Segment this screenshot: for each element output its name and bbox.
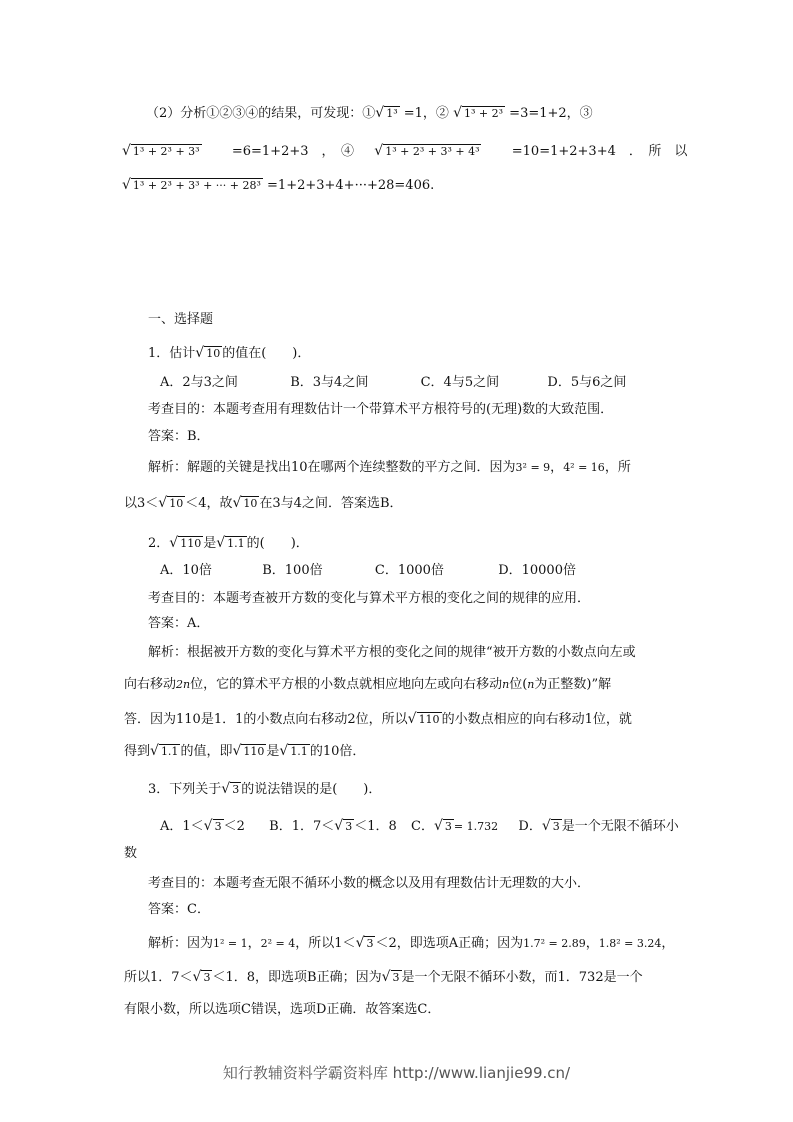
question-2-options — [160, 562, 576, 580]
sqrt-expr: √ 1³ + 2³ + 3³ + 4³ — [374, 143, 480, 159]
text: ＜2，即选项A正确；因为 — [375, 936, 524, 951]
option-c: C．1000倍 — [374, 563, 444, 578]
sqrt-expr: √ 1³ — [375, 105, 398, 121]
sqrt-expr: √ 10 — [158, 495, 184, 511]
option-c: C． — [411, 819, 434, 834]
text: 是 — [266, 744, 280, 759]
text: 3．下列关于 — [148, 782, 222, 797]
math-expr: 3² = 9 — [515, 461, 551, 474]
math-expr: 4² = 16 — [563, 461, 605, 474]
question-2-explanation-3 — [124, 710, 632, 729]
analysis-text: （2）分析①②③④的结果，可发现：① — [146, 106, 376, 121]
analysis-line-2 — [122, 142, 687, 161]
analysis-text: =1+2+3+4+···+28=406. — [267, 178, 435, 193]
option-a: A．1＜ — [160, 819, 204, 834]
text: ＜1．8，即选项B正确；因为 — [212, 970, 382, 985]
text: ＜1．8 — [354, 819, 397, 834]
math-expr: = 1.732 — [453, 820, 499, 833]
option-b: B．3与4之间 — [290, 375, 369, 390]
question-2-stem — [148, 534, 309, 553]
text: 是 — [203, 536, 217, 551]
text: 是一个无限不循环小数，而1．732是一个 — [401, 970, 643, 985]
text: 的10倍． — [309, 744, 366, 759]
text: ，所 — [604, 460, 631, 475]
sqrt-expr: √ 110 — [169, 535, 202, 551]
question-3-stem — [148, 780, 381, 799]
sqrt-expr: √ 3 — [355, 935, 374, 951]
text: 的小数点相应的向右移动1位，就 — [441, 712, 632, 727]
option-a: A．2与3之间 — [160, 375, 238, 390]
question-1-stem — [148, 344, 310, 363]
text: 的( )． — [246, 536, 309, 551]
analysis-text: =10=1+2+3+4 ． 所 以 — [511, 144, 688, 159]
analysis-line-3 — [122, 176, 434, 195]
sqrt-expr: √ 1³ + 2³ — [453, 105, 504, 121]
sqrt-expr: √ 3 — [203, 818, 222, 834]
text: 位( — [509, 677, 528, 692]
text: ，所以1＜ — [295, 936, 356, 951]
text: 以3＜ — [124, 496, 159, 511]
sqrt-expr: √ 1.1 — [150, 743, 179, 759]
question-1-options — [160, 374, 626, 392]
math-expr: 1.7² = 2.89 — [523, 937, 586, 950]
analysis-text: =6=1+2+3 ， ④ — [231, 144, 355, 159]
math-expr: 1² = 1 — [213, 937, 248, 950]
text: 解析：解题的关键是找出10在哪两个连续整数的平方之间．因为 — [148, 460, 516, 475]
text: 1．估计 — [148, 346, 196, 361]
option-b: B．100倍 — [262, 563, 323, 578]
sqrt-expr: √ 10 — [195, 345, 221, 361]
footer-watermark: 知行教辅资料学霸资料库 http://www.lianjie99.cn/ — [222, 1064, 571, 1082]
sqrt-expr: √ 1.1 — [216, 535, 245, 551]
sqrt-expr: √ 3 — [221, 781, 240, 797]
question-1-explanation-1 — [148, 459, 631, 477]
sqrt-expr: √ 110 — [232, 743, 265, 759]
math-expr: 1.8² = 3.24 — [598, 937, 662, 950]
sqrt-expr: √ 10 — [232, 495, 258, 511]
analysis-text: =1，② — [403, 106, 449, 121]
math-expr: n — [527, 678, 535, 691]
text: 在3与4之间．答案选B． — [259, 496, 403, 511]
text: ＜2 — [223, 819, 245, 834]
math-expr: 2n — [176, 678, 191, 691]
question-3-options-cont: 数 — [124, 846, 138, 861]
question-3-explanation-1: 解析：因为1² = 1，2² = 4，所以1＜√ 3 ＜2，即选项A正确；因为1.7² = 2.89，1.8² = 3.24， — [148, 935, 675, 951]
text: 是一个无限不循环小 — [561, 819, 679, 834]
text: ， — [550, 460, 564, 475]
text: 的说法错误的是( )． — [241, 782, 382, 797]
option-d: D．5与6之间 — [547, 375, 627, 390]
text: 解析：因为 — [148, 936, 214, 951]
math-expr: n — [502, 678, 510, 691]
text: 得到 — [124, 744, 151, 759]
option-c: C．4与5之间 — [420, 375, 500, 390]
sqrt-expr: √ 3 — [541, 818, 560, 834]
sqrt-expr: √ 3 — [334, 818, 353, 834]
sqrt-expr: √ 1.1 — [279, 743, 308, 759]
sqrt-expr: √ 3 — [192, 969, 211, 985]
question-2-explanation-1: 解析：根据被开方数的变化与算术平方根的变化之间的规律“被开方数的小数点向左或 — [148, 645, 636, 660]
sqrt-expr: √ 3 — [381, 969, 400, 985]
sqrt-expr: √ 110 — [407, 711, 440, 727]
option-d: D．10000倍 — [498, 563, 576, 578]
text: 为正整数)”解 — [534, 677, 612, 692]
text: ＜4，故 — [185, 496, 233, 511]
sqrt-expr: √ 3 — [433, 818, 452, 834]
question-2-explanation-2 — [124, 676, 611, 694]
text: 向右移动 — [124, 677, 177, 692]
math-expr: 2² = 4 — [260, 937, 296, 950]
question-2-purpose: 考查目的：本题考查被开方数的变化与算术平方根的变化之间的规律的应用． — [148, 591, 591, 606]
text: 答．因为110是1．1的小数点向右移动2位，所以 — [124, 712, 408, 727]
option-b: B．1．7＜ — [269, 819, 335, 834]
question-1-purpose: 考查目的：本题考查用有理数估计一个带算术平方根符号的(无理)数的大致范围． — [148, 402, 614, 417]
text: 位，它的算术平方根的小数点就相应地向左或向右移动 — [190, 677, 503, 692]
question-3-explanation-3: 有限小数，所以选项C错误，选项D正确．故答案选C． — [124, 1002, 441, 1017]
text: 的值，即 — [180, 744, 233, 759]
question-3-purpose: 考查目的：本题考查无限不循环小数的概念以及用有理数估计无理数的大小． — [148, 876, 591, 891]
analysis-line-1 — [146, 104, 593, 123]
sqrt-expr: √ 1³ + 2³ + 3³ + ··· + 28³ — [122, 177, 261, 193]
text: 2． — [148, 536, 170, 551]
option-a: A．10倍 — [160, 563, 212, 578]
question-1-explanation-2 — [124, 494, 403, 513]
sqrt-expr: √ 1³ + 2³ + 3³ — [122, 143, 200, 159]
option-d: D． — [518, 819, 542, 834]
question-1-answer: 答案：B． — [148, 429, 210, 444]
analysis-text: =3=1+2，③ — [509, 106, 593, 121]
question-2-answer: 答案：A． — [148, 616, 210, 631]
question-2-explanation-4 — [124, 742, 365, 761]
section-heading: 一、选择题 — [148, 312, 214, 327]
text: 的值在( )． — [222, 346, 311, 361]
question-3-explanation-2 — [124, 968, 643, 987]
question-3-options — [160, 817, 679, 836]
text: 所以1．7＜ — [124, 970, 193, 985]
question-3-answer: 答案：C． — [148, 902, 210, 917]
